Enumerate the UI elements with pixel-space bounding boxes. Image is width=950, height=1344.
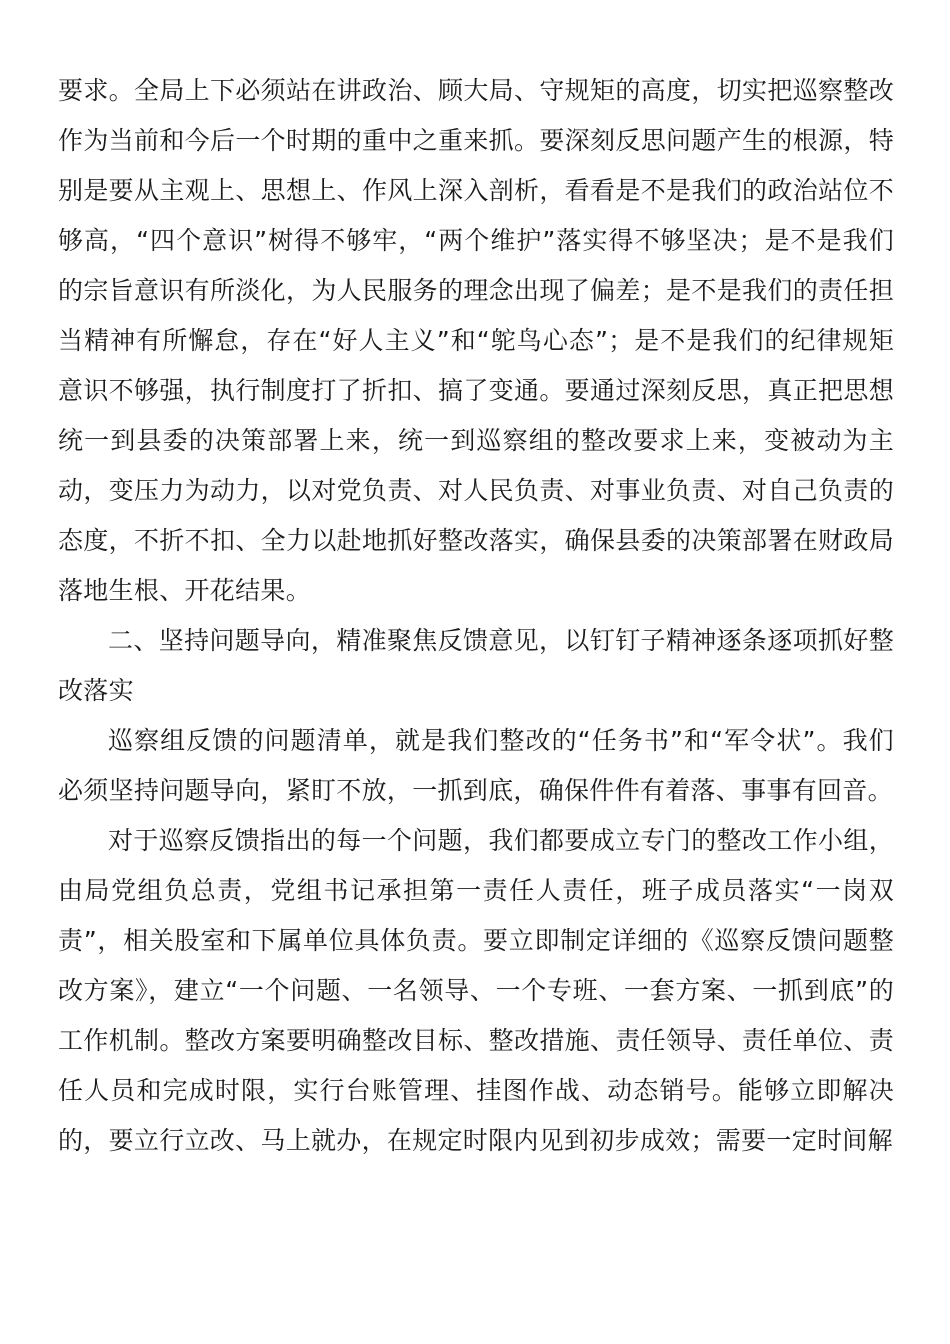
paragraph-continuation: 要求。全局上下必须站在讲政治、顾大局、守规矩的高度，切实把巡察整改作为当前和今后一个时期的重中之重来抓。要深刻反思问题产生的根源，特别是要从主观上、思想上、作风上深入剖析，看看是不是我们的政治站位不够高，“四个意识”树得不够牢，“两个维护”落实得不够坚决；是不是我们的宗旨意识有所淡化，为人民服务的理念出现了偏差；是不是我们的责任担当精神有所懈怠，存在“好人主义”和“鸵鸟心态”；是不是我们的纪律规矩意识不够强，执行制度打了折扣、搞了变通。要通过深刻反思，真正把思想统一到县委的决策部署上来，统一到巡察组的整改要求上来，变被动为主动，变压力为动力，以对党负责、对人民负责、对事业负责、对自己负责的态度，不折不扣、全力以赴地抓好整改落实，确保县委的决策部署在财政局落地生根、开花结果。 — [58, 76, 894, 605]
document-body — [58, 66, 894, 1166]
section-heading: 二、坚持问题导向，精准聚焦反馈意见，以钉钉子精神逐条逐项抓好整改落实 — [58, 626, 894, 705]
paragraph-rectification-plan: 对于巡察反馈指出的每一个问题，我们都要成立专门的整改工作小组，由局党组负总责，党组书记承担第一责任人责任，班子成员落实“一岗双责”，相关股室和下属单位具体负责。要立即制定详细的《巡察反馈问题整改方案》，建立“一个问题、一名领导、一个专班、一套方案、一抓到底”的工作机制。整改方案要明确整改目标、整改措施、责任领导、责任单位、责任人员和完成时限，实行台账管理、挂图作战、动态销号。能够立即解决的，要立行立改、马上就办，在规定时限内见到初步成效；需要一定时间解 — [58, 826, 894, 1155]
paragraph-task-list: 巡察组反馈的问题清单，就是我们整改的“任务书”和“军令状”。我们必须坚持问题导向，紧盯不放，一抓到底，确保件件有着落、事事有回音。 — [58, 726, 894, 805]
